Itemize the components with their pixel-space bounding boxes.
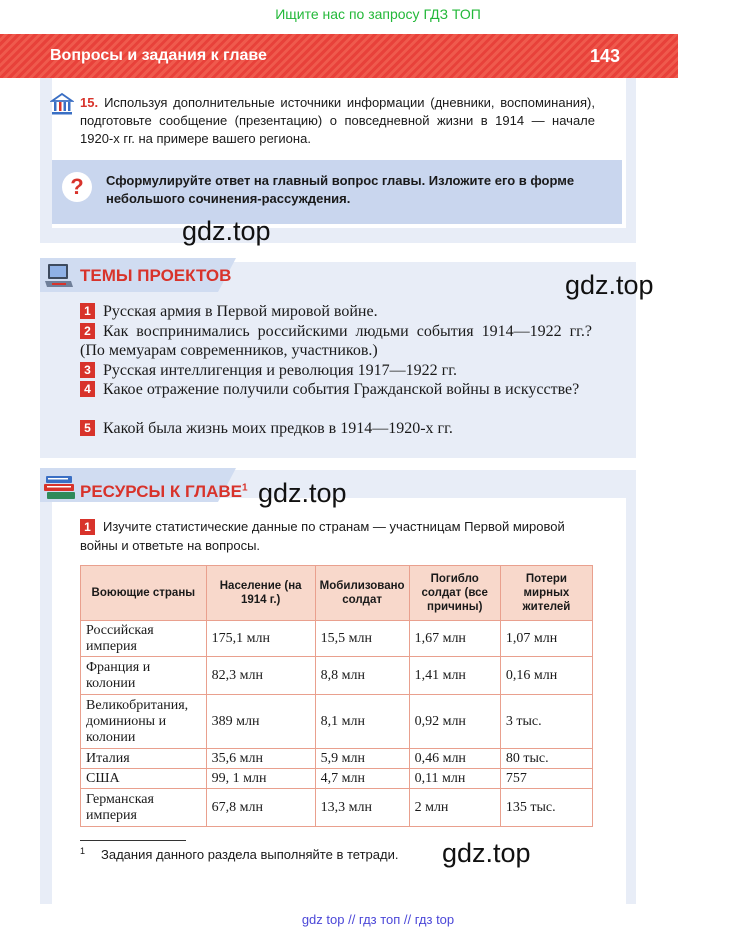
resources-title-footnote: 1 — [242, 482, 248, 494]
table-cell: 2 млн — [409, 789, 500, 827]
table-cell: 8,8 млн — [315, 657, 409, 695]
project-text: Как воспринимались российскими людьми события 1914—1922 гг.? (По мемуарам современников, участников.) — [80, 323, 592, 359]
table-cell: 35,6 млн — [206, 749, 315, 769]
table-cell: 99, 1 млн — [206, 769, 315, 789]
project-item — [80, 419, 592, 438]
table-cell: 13,3 млн — [315, 789, 409, 827]
table-header-cell: Погибло солдат (все причины) — [409, 566, 500, 621]
task-15-number: 15. — [80, 95, 99, 110]
table-cell: 80 тыс. — [500, 749, 592, 769]
table-header-cell: Потери мирных жителей — [500, 566, 592, 621]
table-row — [81, 749, 593, 769]
laptop-icon — [44, 262, 74, 290]
watermark: gdz.top — [442, 838, 531, 868]
table-cell: 0,11 млн — [409, 769, 500, 789]
books-icon — [42, 474, 78, 502]
museum-icon — [50, 92, 74, 116]
table-cell: 1,67 млн — [409, 621, 500, 657]
projects-title: ТЕМЫ ПРОЕКТОВ — [80, 266, 232, 285]
task-15 — [80, 94, 595, 148]
watermark: gdz.top — [258, 478, 347, 508]
table-row — [81, 789, 593, 827]
table-cell: Италия — [81, 749, 207, 769]
table-cell: Российская империя — [81, 621, 207, 657]
project-text: Какое отражение получили события Гражданской войны в искусстве? — [103, 381, 580, 398]
resources-title — [80, 482, 248, 502]
main-question-text: Сформулируйте ответ на главный вопрос главы. Изложите его в форме небольшого сочинения-рассуждения. — [106, 173, 575, 206]
project-number: 4 — [80, 381, 95, 397]
table-cell: 15,5 млн — [315, 621, 409, 657]
project-text: Русская интеллигенция и революция 1917—1922 гг. — [103, 362, 457, 379]
table-row — [81, 695, 593, 749]
table-header-row — [81, 566, 593, 621]
table-cell: Франция и колонии — [81, 657, 207, 695]
table-row — [81, 769, 593, 789]
table-cell: Германская империя — [81, 789, 207, 827]
table-row — [81, 657, 593, 695]
table-cell: 757 — [500, 769, 592, 789]
footnote-mark: 1 — [80, 846, 86, 856]
table-cell: 0,46 млн — [409, 749, 500, 769]
resources-title-text: РЕСУРСЫ К ГЛАВЕ — [80, 482, 242, 501]
project-number: 1 — [80, 303, 95, 319]
table-cell: 5,9 млн — [315, 749, 409, 769]
table-header-cell: Воюющие страны — [81, 566, 207, 621]
footnote-text: Задания данного раздела выполняйте в тетради. — [101, 847, 399, 862]
footnote — [80, 846, 398, 862]
table-cell: 1,07 млн — [500, 621, 592, 657]
resources-task-number: 1 — [80, 519, 95, 535]
project-number: 2 — [80, 323, 95, 339]
table-cell: 175,1 млн — [206, 621, 315, 657]
resources-task — [80, 517, 595, 555]
table-row — [81, 621, 593, 657]
table-cell: США — [81, 769, 207, 789]
table-cell: 4,7 млн — [315, 769, 409, 789]
top-promo-text: Ищите нас по запросу ГДЗ ТОП — [275, 6, 481, 22]
chapter-header-bar — [0, 34, 678, 78]
table-header-cell: Мобилизовано солдат — [315, 566, 409, 621]
project-item — [80, 322, 592, 360]
page-number: 143 — [589, 46, 620, 66]
resources-task-text: Изучите статистические данные по странам — участницам Первой мировой войны и ответьте на вопросы. — [80, 519, 565, 553]
war-statistics-table — [80, 565, 593, 827]
bottom-promo-text: gdz top // гдз топ // гдз top — [301, 912, 455, 927]
table-cell: 389 млн — [206, 695, 315, 749]
question-icon: ? — [62, 172, 92, 202]
project-item — [80, 361, 592, 380]
header-title: Вопросы и задания к главе — [50, 47, 267, 64]
table-header-cell: Население (на 1914 г.) — [206, 566, 315, 621]
table-cell: 0,16 млн — [500, 657, 592, 695]
task-15-text: Используя дополнительные источники информации (дневники, воспоминания), подготовьте сообщение (презентацию) о повседневной жизни в 1914 — начале 1920-х гг. на примере вашего региона. — [80, 95, 595, 146]
table-cell: Великобритания, доминионы и колонии — [81, 695, 207, 749]
project-text: Какой была жизнь моих предков в 1914—1920-х гг. — [103, 420, 453, 437]
project-number: 3 — [80, 362, 95, 378]
project-item — [80, 302, 592, 321]
project-text: Русская армия в Первой мировой войне. — [103, 303, 378, 320]
watermark: gdz.top — [182, 216, 271, 246]
watermark: gdz.top — [565, 270, 654, 300]
table-cell: 1,41 млн — [409, 657, 500, 695]
table-cell: 3 тыс. — [500, 695, 592, 749]
table-cell: 67,8 млн — [206, 789, 315, 827]
footnote-divider — [80, 840, 186, 841]
table-cell: 8,1 млн — [315, 695, 409, 749]
table-cell: 135 тыс. — [500, 789, 592, 827]
project-number: 5 — [80, 420, 95, 436]
table-cell: 82,3 млн — [206, 657, 315, 695]
table-cell: 0,92 млн — [409, 695, 500, 749]
project-item — [80, 380, 592, 399]
